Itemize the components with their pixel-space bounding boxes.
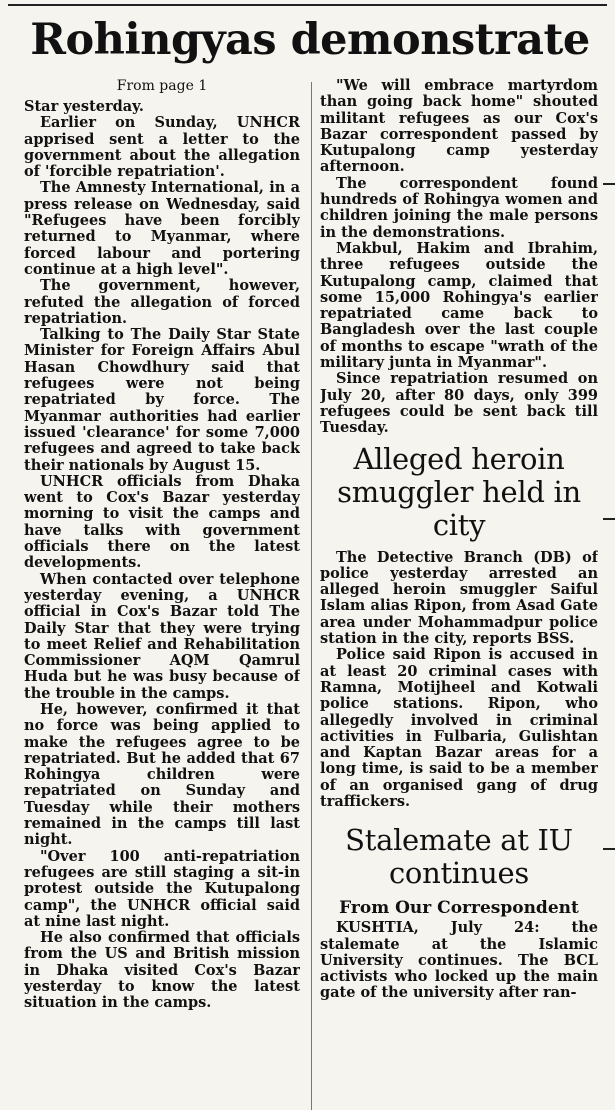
main-headline: Rohingyas demonstrate: [30, 15, 590, 65]
article-paragraph: He, however, confirmed it that no force was being applied to make the refugees agree to be repatriated. But he added that 67 Rohingya children were repatriated on Sunday and Tuesday while their mothers remained in the camps till last night.: [24, 700, 300, 849]
article-paragraph: The government, however, refuted the allegation of forced repatriation.: [24, 277, 300, 327]
article-paragraph: The correspondent found hundreds of Rohingya women and children joining the male persons in the demonstrations.: [320, 174, 598, 241]
article-paragraph: UNHCR officials from Dhaka went to Cox's Bazar yesterday morning to visit the camps and have talks with government officials there on the latest developments.: [24, 472, 300, 572]
iu-article: [320, 824, 598, 1001]
article-paragraph: Police said Ripon is accused in at least 20 criminal cases with Ramna, Motijheel and Kotwali police stations. Ripon, who allegedly involved in criminal activities in Fulbaria, Gulishtan and Kaptan Bazar areas for a long time, is said to be a member of an organised gang of drug traffickers.: [320, 646, 598, 810]
article-paragraph: "Over 100 anti-repatriation refugees are still staging a sit-in protest outside the Kutupalong camp", the UNHCR official said at nine last night.: [24, 847, 300, 930]
byline: From Our Correspondent: [339, 898, 579, 919]
article-paragraph: Star yesterday.: [24, 98, 144, 115]
heroin-headline: Alleged heroin smuggler held in city: [337, 441, 581, 542]
jump-line: From page 1: [116, 78, 208, 94]
column-tick-mark: [603, 183, 615, 185]
main-article-left-column: [24, 78, 300, 1108]
column-tick-mark: [603, 848, 615, 850]
article-paragraph: Talking to The Daily Star State Minister for Foreign Affairs Abul Hasan Chowdhury said that refugees were not being repatriated by force. The Myanmar authorities had earlier issued 'clearance' for some 7,000 refugees and agreed to take back their nationals by August 15.: [24, 326, 300, 474]
column-divider: [311, 82, 312, 1110]
article-paragraph: Since repatriation resumed on July 20, after 80 days, only 399 refugees could be sent back till Tuesday.: [320, 370, 598, 437]
article-paragraph: Earlier on Sunday, UNHCR apprised sent a letter to the government about the allegation of 'forcible repatriation'.: [24, 114, 300, 181]
top-rule: [8, 4, 607, 6]
right-column: [320, 78, 598, 1108]
article-paragraph: Makbul, Hakim and Ibrahim, three refugees outside the Kutupalong camp, claimed that some 15,000 Rohingya's earlier repatriated came back to Bangladesh over the last couple of months to escape "wrath of the military junta in Myanmar".: [320, 239, 598, 372]
iu-headline: Stalemate at IU continues: [345, 823, 573, 891]
article-paragraph: KUSHTIA, July 24: the stalemate at the Islamic University continues. The BCL activists who locked up the main gate of the university after ran-: [320, 919, 598, 1002]
column-tick-mark: [603, 518, 615, 520]
main-article-continuation: [320, 78, 598, 437]
heroin-article: [320, 443, 598, 811]
article-paragraph: The Detective Branch (DB) of police yesterday arrested an alleged heroin smuggler Saiful Islam alias Ripon, from Asad Gate area under Mohammadpur police station in the city, reports BSS.: [320, 548, 598, 648]
article-paragraph: He also confirmed that officials from the US and British mission in Dhaka visited Cox's Bazar yesterday to know the latest situation in the camps.: [24, 929, 300, 1012]
article-paragraph: "We will embrace martyrdom than going back home" shouted militant refugees as our Cox's Bazar correspondent passed by Kutupalong camp yesterday afternoon.: [320, 78, 598, 176]
article-paragraph: When contacted over telephone yesterday evening, a UNHCR official in Cox's Bazar told The Daily Star that they were trying to meet Relief and Rehabilitation Commissioner AQM Qamrul Huda but he was busy because of the trouble in the camps.: [24, 570, 300, 702]
article-paragraph: The Amnesty International, in a press release on Wednesday, said "Refugees have been forcibly returned to Myanmar, where forced labour and portering continue at a high level".: [24, 179, 300, 278]
